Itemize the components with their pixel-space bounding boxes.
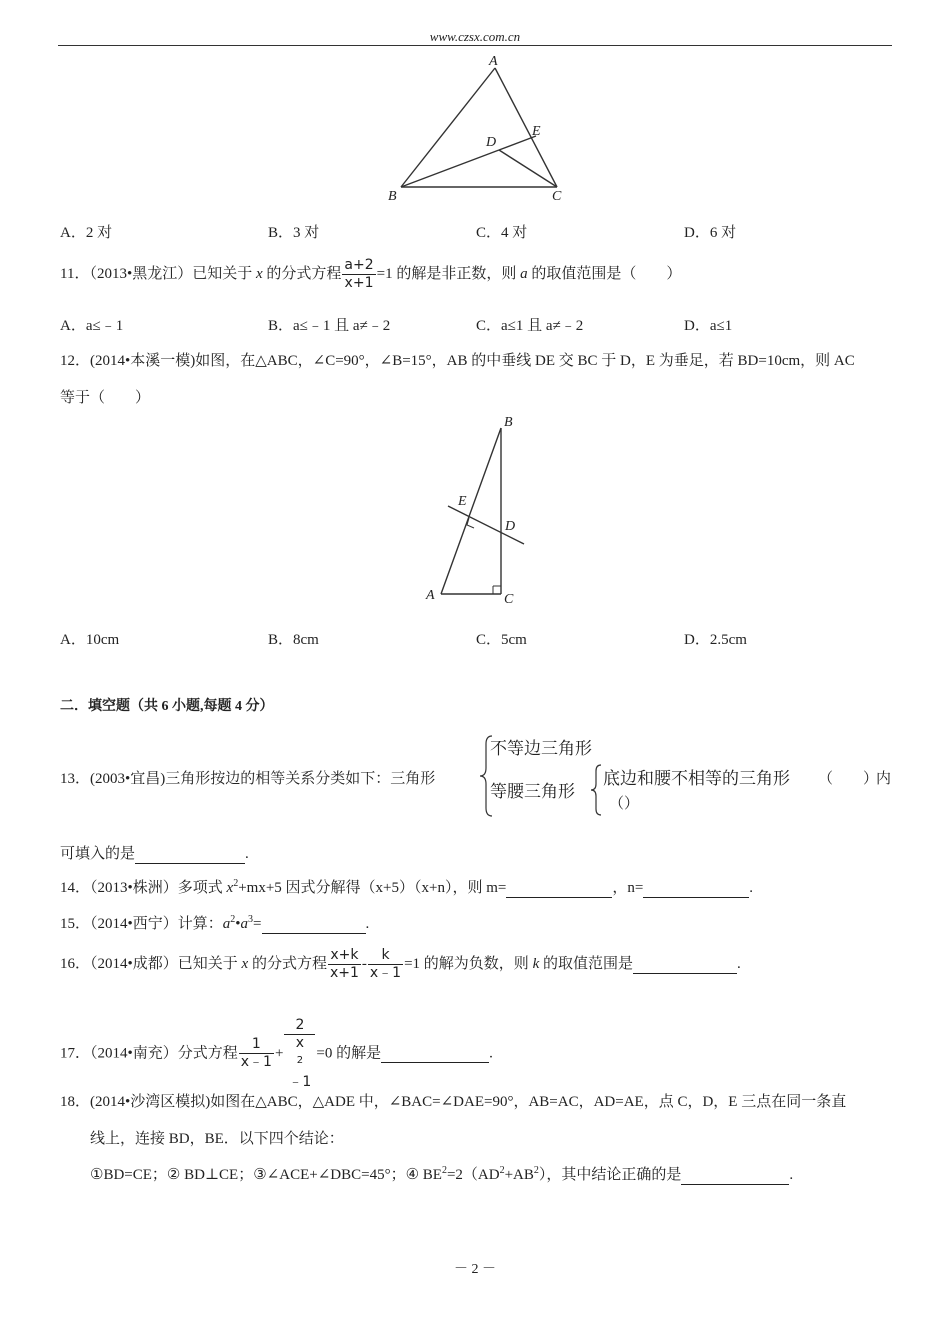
q15-text-b: = [253,916,262,932]
q10-option-b[interactable] [268,221,319,242]
q16-fraction-2 [368,947,403,982]
option-label: B． [268,632,294,648]
q10-label-c: C [552,189,562,204]
q12-option-d[interactable] [684,628,747,649]
q13-branch-scalene: 不等边三角形 [490,739,592,759]
q12-label-e: E [458,494,467,509]
option-text: 3 对 [293,225,320,241]
q13-sub-equilateral-blank: （） [609,794,640,812]
q11-option-b[interactable] [268,314,390,335]
q17-stem [60,1017,493,1091]
q16-f1-den: x+1 [329,965,359,981]
q12-option-a[interactable] [60,628,119,649]
q16-end: . [737,955,741,972]
q15-exp2: 3 [248,914,254,925]
q10-option-c[interactable] [476,221,527,242]
q12-triangle-figure [420,410,540,610]
q16-text-b: 的分式方程 [248,955,327,972]
q13-line2 [60,842,249,864]
q13-suffix: 内 [876,771,892,787]
q17-fraction-1 [239,1036,274,1071]
q11-end: 的取值范围是（ ） [531,265,682,282]
q18-line3d: ），其中结论正确的是 [538,1167,682,1183]
q13-prefix: 13．(2003•宜昌)三角形按边的相等关系分类如下：三角形 [60,771,436,787]
q14-text-c: ，n= [612,880,644,896]
option-text: 8cm [293,632,319,648]
q16-fraction-1 [328,947,361,982]
q17-f2-num: 2 [284,1017,315,1035]
option-label: D． [684,318,710,334]
option-label: A． [60,225,86,241]
option-text: 10cm [85,632,120,648]
q17-f2-den-exp: 2 [296,1055,304,1066]
option-label: C． [476,632,502,648]
option-label: D． [684,632,710,648]
q10-label-b: B [388,189,397,204]
option-label: A． [60,632,86,648]
option-text: a≤1 [709,318,733,334]
q16-text-c: =1 的解为负数，则 [404,955,533,972]
q17-fraction-2 [284,1017,315,1091]
q10-side-ac [495,68,557,187]
option-label: A． [60,318,86,334]
q11-source: （2013•黑龙江）已知关于 [89,265,253,282]
q14-text-b: +mx+5 因式分解得（x+5）（x+n），则 m= [238,880,507,896]
q12-label-d: D [505,519,516,534]
q11-option-d[interactable] [684,314,732,335]
q14-text-d: . [749,880,754,896]
q10-label-e: E [532,124,541,139]
q15-stem: 15．（2014•西宁）计算：$a^2•a^3=$ . [60,914,370,932]
q11-option-a[interactable] [60,314,123,335]
site-header: www.czsx.com.cn [429,29,521,44]
q13-sub-scalene-isosceles: 底边和腰不相等的三角形 [603,769,790,789]
q16-minus: - [361,955,367,972]
option-text: 4 对 [501,225,528,241]
q11-option-c[interactable] [476,314,583,335]
q17-text-a: 17．（2014•南充）分式方程 [60,1045,238,1062]
q12-option-c[interactable] [476,628,527,649]
q18-answer-blank[interactable] [681,1167,789,1185]
q14-exp: 2 [233,878,239,889]
q18-end: . [789,1167,794,1183]
q17-end: . [489,1045,493,1062]
q18-stem-line2: 线上，连接 BD，BE．以下四个结论： [90,1131,344,1147]
q15-text-a: 15．（2014•西宁）计算： [60,916,223,932]
option-text: 6 对 [709,225,737,241]
q16-stem [60,947,741,982]
q16-text-d: 的取值范围是 [539,955,633,972]
q14-stem [60,876,753,898]
q18-stem-line1: 18．(2014•沙湾区模拟)如图在△ABC，△ADE 中，∠BAC=∠DAE=90°，AB=AC，AD=AE，点 C，D，E 三点在同一条直 [60,1094,847,1110]
q12-label-c: C [504,592,514,607]
q11-stem [60,257,681,292]
q12-stem-line1: 12．(2014•本溪一模)如图，在△ABC，∠C=90°，∠B=15°，AB 的中垂线 DE 交 BC 于 D，E 为垂足，若 BD=10cm，则 AC [60,353,855,369]
q15-text-c: . [365,916,370,932]
option-text: a≤﹣1 且 a≠﹣2 [293,318,391,334]
q16-text-a: 16．（2014•成都）已知关于 [60,955,242,972]
q15-answer-blank[interactable] [262,916,366,934]
q17-f1-den: x﹣1 [240,1054,272,1071]
option-text: 5cm [501,632,527,648]
q14-blank-m[interactable] [506,880,612,898]
q15-var-a2: a [240,916,249,932]
q18-sup3: 2 [533,1165,539,1176]
q12-stem-line2: 等于（ ） [60,390,151,406]
q14-var-x: x [226,880,234,896]
option-label: C． [476,225,502,241]
q13-line2-end: . [245,846,249,862]
q17-f2-den [284,1035,315,1091]
q10-seg-dc [499,150,557,187]
q11-frac-num: a+2 [344,257,374,273]
q10-label-d: D [486,135,497,150]
q14-blank-n[interactable] [643,880,749,898]
q13-sub1-paren: （ ） [818,771,879,787]
q18-sup1: 2 [441,1165,447,1176]
q17-answer-blank[interactable] [381,1045,489,1063]
q16-f2-num: k [368,947,403,965]
q12-option-b[interactable] [268,628,319,649]
q15-var-a: a [222,916,231,932]
q11-var-a: a [520,265,528,282]
q12-label-b: B [504,415,513,430]
option-label: D． [684,225,710,241]
page-number: － 2 － [454,1262,496,1277]
q11-number: 11． [60,265,90,282]
header-rule [58,45,892,46]
option-text: 2 对 [85,225,113,241]
q11-mid: 的分式方程 [266,265,342,282]
q12-label-a: A [426,588,435,603]
q17-f2-den-rest: ﹣1 [288,1073,312,1090]
q10-triangle-figure [380,52,570,207]
q11-fraction [342,257,375,292]
q15-exp1: 2 [230,914,236,925]
q11-frac-den: x+1 [344,275,374,291]
option-text: a≤1 且 a≠﹣2 [501,318,584,334]
q18-stem-line3 [90,1163,793,1185]
q16-answer-blank[interactable] [633,956,737,974]
q17-f2-den-base: x [295,1035,305,1051]
q18-line3c: +AB [504,1167,534,1183]
q18-sup2: 2 [499,1165,505,1176]
option-text: 2.5cm [709,632,747,648]
q13-answer-blank[interactable] [135,846,245,864]
q17-text-b: =0 的解是 [316,1045,382,1062]
q17-f1-num: 1 [239,1036,274,1054]
q16-var-x: x [241,955,249,972]
q14-text-a: 14．（2013•株洲）多项式 [60,880,227,896]
q13-line2-text: 可填入的是 [60,846,136,862]
option-label: C． [476,318,502,334]
option-label: B． [268,318,294,334]
q11-after: =1 的解是非正数，则 [376,265,517,282]
section-title-fill-in: 二．填空题（共 6 小题,每题 4 分） [60,699,274,714]
q16-var-k: k [532,955,540,972]
option-text: a≤﹣1 [85,318,124,334]
option-label: B． [268,225,294,241]
q10-option-d[interactable] [684,221,736,242]
q11-var-x: x [255,265,263,282]
q13-branch-isosceles: 等腰三角形 [490,782,575,802]
q12-side-ab [441,428,501,594]
q18-line3a: ①BD=CE；② BD⊥CE；③∠ACE+∠DBC=45°；④ BE [90,1167,442,1183]
q18-line3b: =2（AD [446,1167,500,1183]
q16-f1-num: x+k [328,947,361,965]
q16-f2-den: x﹣1 [369,965,402,981]
q10-label-a: A [489,54,498,69]
q10-seg-de [499,136,536,150]
q10-option-a[interactable] [60,221,112,242]
q17-plus: + [274,1045,284,1062]
